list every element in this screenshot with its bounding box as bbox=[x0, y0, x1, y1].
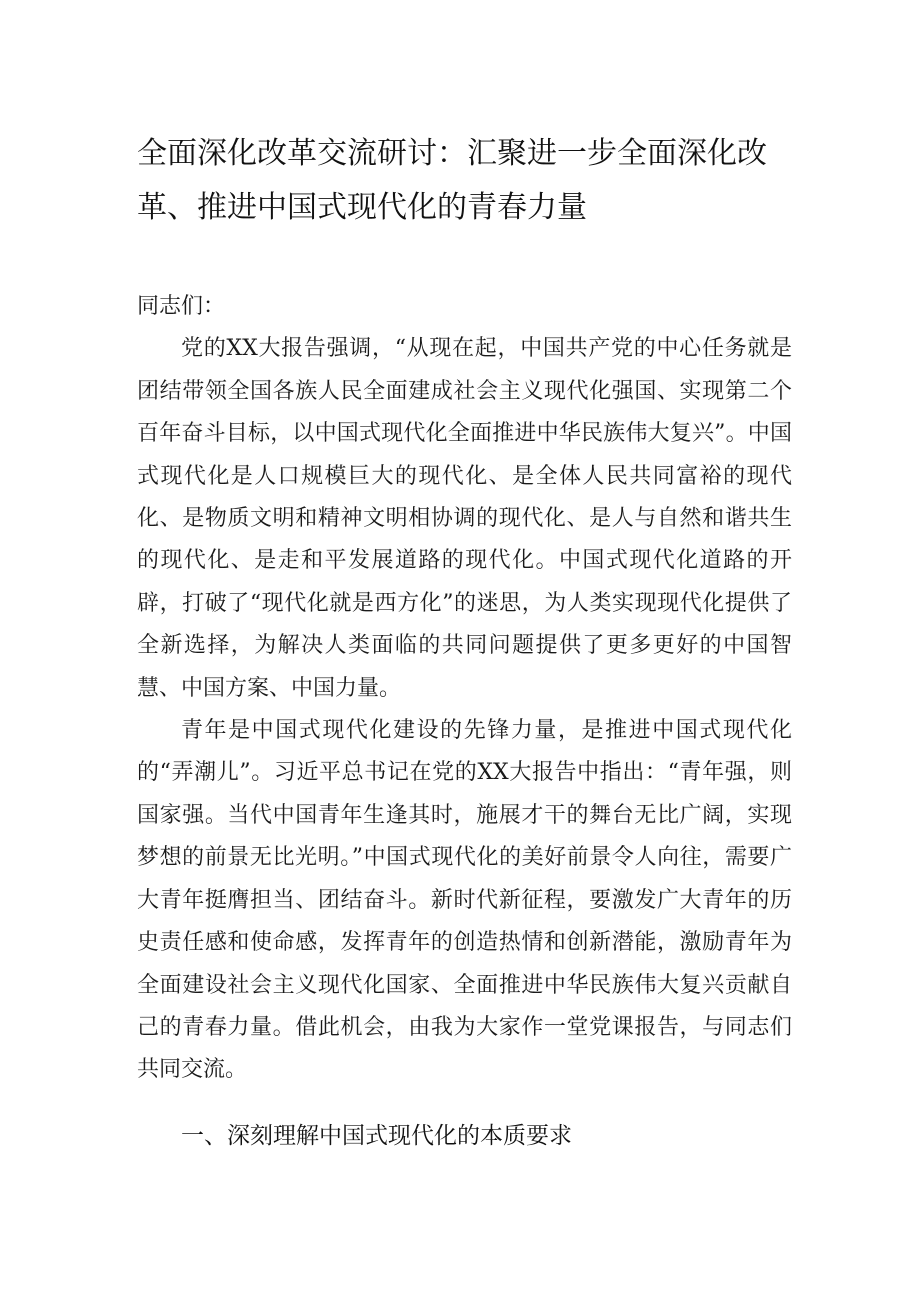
document-body bbox=[137, 286, 792, 1092]
document-title: 全面深化改革交流研讨：汇聚进一步全面深化改革、推进中国式现代化的青春力量 bbox=[137, 136, 767, 225]
section-heading: 一、深刻理解中国式现代化的本质要求 bbox=[181, 1123, 572, 1149]
paragraph-2: 青年是中国式现代化建设的先锋力量，是推进中国式现代化的“弄潮儿”。习近平总书记在党的XX大报告中指出：“青年强，则国家强。当代中国青年生逢其时，施展才干的舞台无比广阔，实现梦想的前景无比光明。”中国式现代化的美好前景令人向往，需要广大青年挺膺担当、团结奋斗。新时代新征程，要激发广大青年的历史责任感和使命感，发挥青年的创造热情和创新潜能，激励青年为全面建设社会主义现代化国家、全面推进中华民族伟大复兴贡献自己的青春力量。借此机会，由我为大家作一堂党课报告，与同志们共同交流。 bbox=[137, 718, 792, 1083]
paragraph-1: 党的XX大报告强调，“从现在起，中国共产党的中心任务就是团结带领全国各族人民全面建成社会主义现代化强国、实现第二个百年奋斗目标，以中国式现代化全面推进中华民族伟大复兴”。中国式现代化是人口规模巨大的现代化、是全体人民共同富裕的现代化、是物质文明和精神文明相协调的现代化、是人与自然和谐共生的现代化、是走和平发展道路的现代化。中国式现代化道路的开辟，打破了“现代化就是西方化”的迷思，为人类实现现代化提供了全新选择，为解决人类面临的共同问题提供了更多更好的中国智慧、中国方案、中国力量。 bbox=[137, 336, 792, 701]
salutation: 同志们： bbox=[137, 294, 226, 319]
